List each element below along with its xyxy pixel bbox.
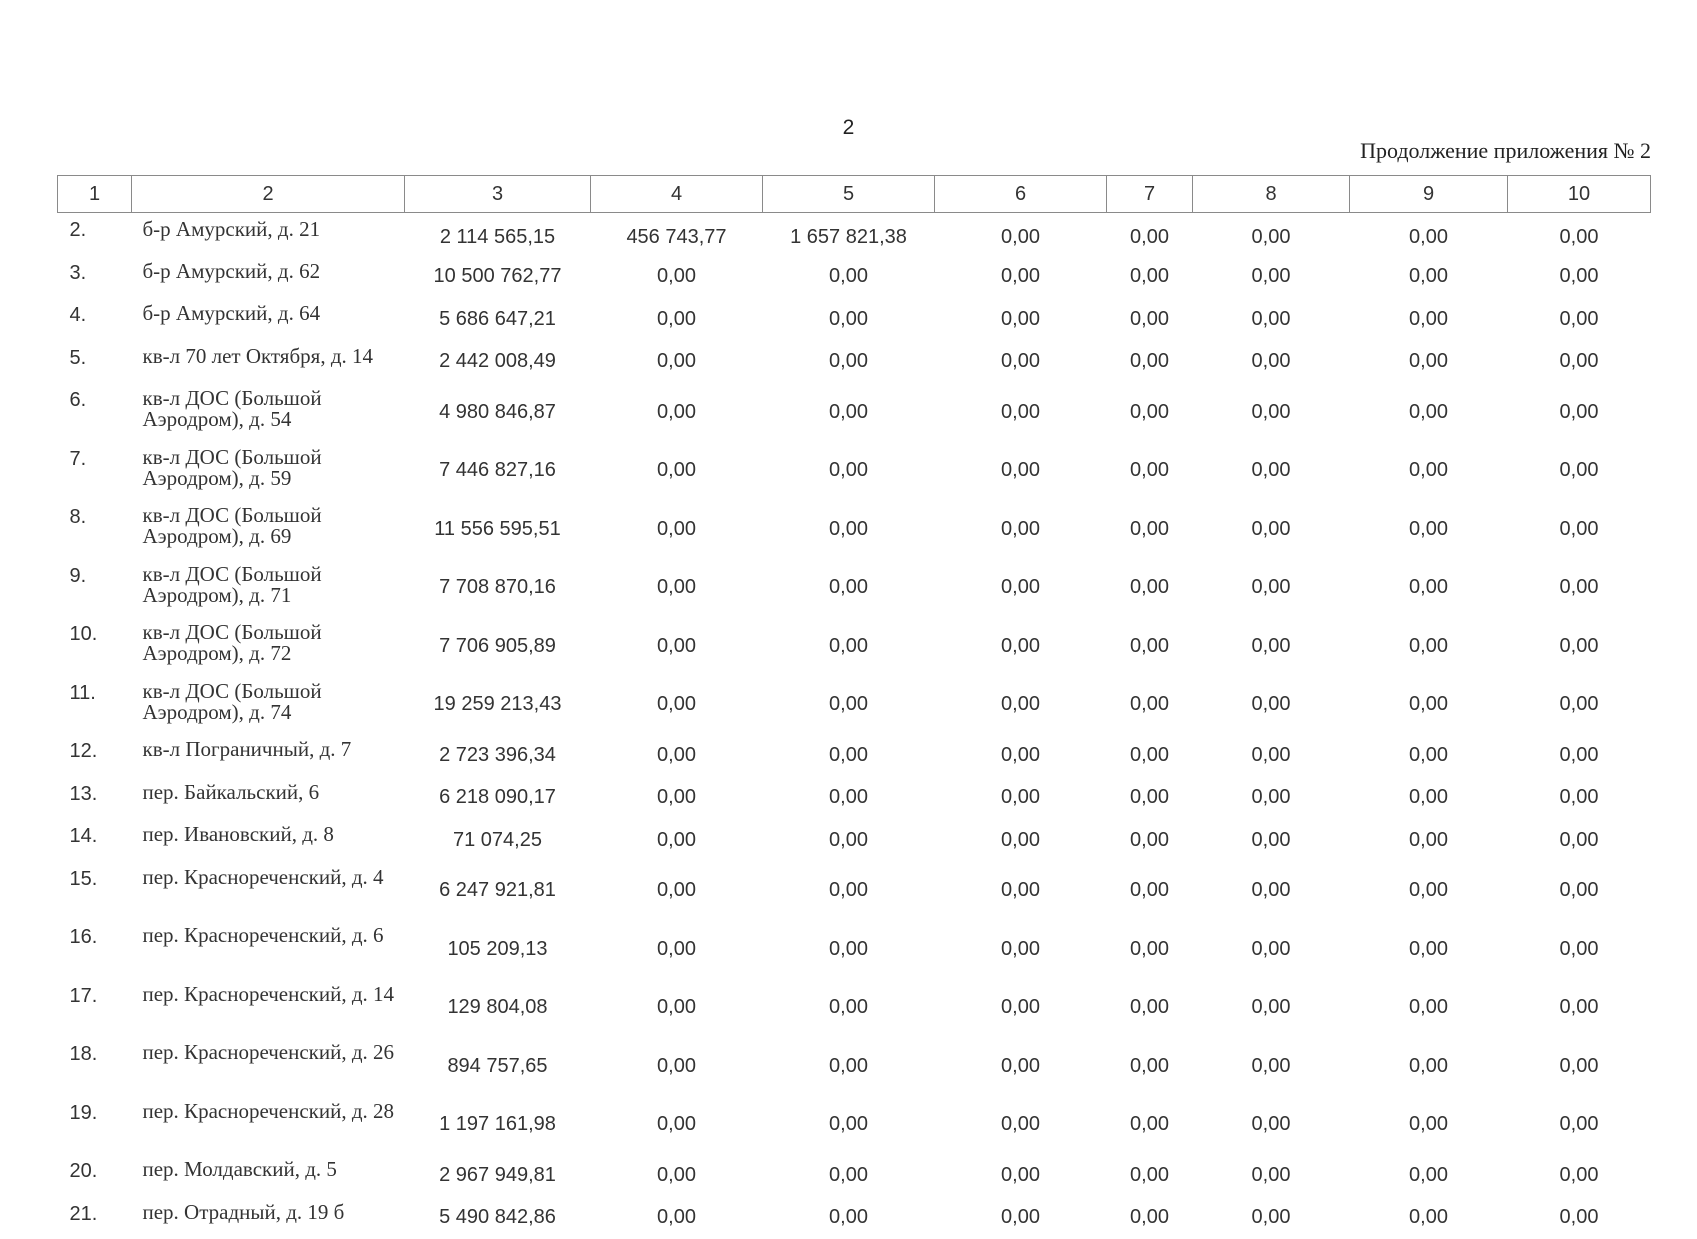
column-header: 1 — [58, 176, 132, 213]
row-value: 0,00 — [1350, 777, 1508, 820]
row-value: 0,00 — [763, 617, 935, 676]
row-address: пер. Ивановский, д. 8 — [132, 819, 405, 862]
row-address: кв-л Пограничный, д. 7 — [132, 734, 405, 777]
row-value: 456 743,77 — [591, 213, 763, 256]
row-value: 10 500 762,77 — [405, 256, 591, 299]
row-value: 0,00 — [935, 920, 1107, 979]
row-value: 5 490 842,86 — [405, 1197, 591, 1239]
row-value: 0,00 — [591, 1154, 763, 1197]
row-value: 0,00 — [935, 383, 1107, 442]
row-value: 0,00 — [1508, 383, 1651, 442]
row-value: 105 209,13 — [405, 920, 591, 979]
row-value: 1 657 821,38 — [763, 213, 935, 256]
row-value: 0,00 — [1508, 1037, 1651, 1096]
row-value: 0,00 — [591, 341, 763, 384]
column-header: 2 — [132, 176, 405, 213]
table-row — [58, 500, 1651, 559]
row-number: 9. — [58, 559, 132, 618]
row-value: 0,00 — [1350, 1037, 1508, 1096]
row-address: кв-л ДОС (Большой Аэродром), д. 59 — [132, 442, 405, 501]
row-value: 0,00 — [1193, 341, 1350, 384]
row-value: 0,00 — [1193, 920, 1350, 979]
row-value: 0,00 — [1193, 213, 1350, 256]
row-value: 0,00 — [591, 734, 763, 777]
row-value: 0,00 — [1193, 500, 1350, 559]
table-row — [58, 442, 1651, 501]
row-value: 0,00 — [935, 559, 1107, 618]
row-value: 0,00 — [763, 500, 935, 559]
row-value: 0,00 — [763, 862, 935, 921]
row-value: 0,00 — [1107, 213, 1193, 256]
row-value: 0,00 — [591, 1037, 763, 1096]
row-address: пер. Краснореченский, д. 26 — [132, 1037, 405, 1096]
row-value: 0,00 — [591, 617, 763, 676]
row-value: 0,00 — [591, 676, 763, 735]
row-number: 6. — [58, 383, 132, 442]
table-row — [58, 777, 1651, 820]
row-address: пер. Краснореченский, д. 4 — [132, 862, 405, 921]
row-value: 0,00 — [1193, 734, 1350, 777]
column-header: 6 — [935, 176, 1107, 213]
row-value: 0,00 — [1107, 1037, 1193, 1096]
row-address: кв-л 70 лет Октября, д. 14 — [132, 341, 405, 384]
row-value: 0,00 — [591, 1096, 763, 1155]
table-row — [58, 1197, 1651, 1239]
row-value: 0,00 — [1193, 777, 1350, 820]
row-value: 0,00 — [763, 920, 935, 979]
row-value: 0,00 — [1508, 256, 1651, 299]
row-value: 0,00 — [1508, 862, 1651, 921]
row-value: 0,00 — [1508, 1096, 1651, 1155]
row-value: 0,00 — [1508, 819, 1651, 862]
row-value: 0,00 — [935, 500, 1107, 559]
row-value: 0,00 — [1508, 298, 1651, 341]
row-number: 18. — [58, 1037, 132, 1096]
row-value: 0,00 — [591, 256, 763, 299]
row-value: 0,00 — [1193, 256, 1350, 299]
table-row — [58, 559, 1651, 618]
row-value: 0,00 — [935, 617, 1107, 676]
table-row — [58, 862, 1651, 921]
table-row — [58, 1096, 1651, 1155]
row-value: 6 247 921,81 — [405, 862, 591, 921]
row-value: 1 197 161,98 — [405, 1096, 591, 1155]
row-value: 2 114 565,15 — [405, 213, 591, 256]
table-row — [58, 734, 1651, 777]
row-value: 0,00 — [1107, 979, 1193, 1038]
row-value: 0,00 — [1508, 341, 1651, 384]
row-number: 17. — [58, 979, 132, 1038]
row-number: 20. — [58, 1154, 132, 1197]
row-value: 0,00 — [1350, 734, 1508, 777]
row-value: 0,00 — [1350, 1197, 1508, 1239]
table-row — [58, 298, 1651, 341]
row-value: 0,00 — [1350, 617, 1508, 676]
row-value: 0,00 — [763, 777, 935, 820]
row-value: 0,00 — [763, 442, 935, 501]
row-value: 4 980 846,87 — [405, 383, 591, 442]
table-row — [58, 920, 1651, 979]
row-value: 0,00 — [1193, 1037, 1350, 1096]
row-value: 0,00 — [1508, 442, 1651, 501]
row-value: 0,00 — [935, 676, 1107, 735]
row-number: 13. — [58, 777, 132, 820]
table-row — [58, 383, 1651, 442]
row-value: 2 723 396,34 — [405, 734, 591, 777]
row-value: 0,00 — [763, 383, 935, 442]
table-body — [58, 213, 1651, 1239]
row-value: 0,00 — [1350, 819, 1508, 862]
row-value: 0,00 — [935, 256, 1107, 299]
table-row — [58, 676, 1651, 735]
row-value: 0,00 — [1107, 256, 1193, 299]
row-value: 2 442 008,49 — [405, 341, 591, 384]
table-row — [58, 1154, 1651, 1197]
row-value: 0,00 — [763, 341, 935, 384]
column-header: 9 — [1350, 176, 1508, 213]
row-value: 7 708 870,16 — [405, 559, 591, 618]
row-value: 0,00 — [1193, 298, 1350, 341]
row-value: 0,00 — [763, 979, 935, 1038]
table-header-row — [58, 176, 1651, 213]
row-value: 0,00 — [935, 777, 1107, 820]
row-value: 0,00 — [1508, 500, 1651, 559]
row-value: 2 967 949,81 — [405, 1154, 591, 1197]
row-value: 0,00 — [935, 862, 1107, 921]
row-value: 0,00 — [1107, 617, 1193, 676]
row-value: 0,00 — [1107, 383, 1193, 442]
row-value: 0,00 — [1350, 500, 1508, 559]
row-value: 0,00 — [591, 862, 763, 921]
data-table — [57, 175, 1651, 1239]
row-value: 11 556 595,51 — [405, 500, 591, 559]
row-number: 8. — [58, 500, 132, 559]
continuation-title: Продолжение приложения № 2 — [1360, 138, 1651, 164]
row-value: 0,00 — [1107, 1197, 1193, 1239]
row-value: 7 446 827,16 — [405, 442, 591, 501]
row-value: 0,00 — [1193, 862, 1350, 921]
row-address: б-р Амурский, д. 21 — [132, 213, 405, 256]
row-value: 19 259 213,43 — [405, 676, 591, 735]
row-number: 15. — [58, 862, 132, 921]
row-value: 71 074,25 — [405, 819, 591, 862]
row-value: 6 218 090,17 — [405, 777, 591, 820]
row-value: 0,00 — [1350, 862, 1508, 921]
row-address: б-р Амурский, д. 62 — [132, 256, 405, 299]
row-value: 0,00 — [1193, 559, 1350, 618]
row-value: 0,00 — [1350, 213, 1508, 256]
row-value: 0,00 — [591, 442, 763, 501]
row-value: 0,00 — [1350, 298, 1508, 341]
row-value: 0,00 — [1508, 1197, 1651, 1239]
row-value: 0,00 — [1107, 559, 1193, 618]
row-value: 894 757,65 — [405, 1037, 591, 1096]
row-value: 0,00 — [591, 920, 763, 979]
row-address: пер. Краснореченский, д. 6 — [132, 920, 405, 979]
row-value: 0,00 — [591, 383, 763, 442]
row-value: 0,00 — [1193, 442, 1350, 501]
row-value: 0,00 — [1350, 979, 1508, 1038]
table-row — [58, 213, 1651, 256]
row-value: 0,00 — [935, 341, 1107, 384]
row-value: 0,00 — [935, 734, 1107, 777]
table-row — [58, 819, 1651, 862]
row-value: 0,00 — [1508, 920, 1651, 979]
row-number: 21. — [58, 1197, 132, 1239]
table-row — [58, 979, 1651, 1038]
row-address: кв-л ДОС (Большой Аэродром), д. 72 — [132, 617, 405, 676]
row-value: 0,00 — [935, 298, 1107, 341]
row-value: 0,00 — [763, 298, 935, 341]
row-value: 0,00 — [1193, 617, 1350, 676]
row-address: пер. Молдавский, д. 5 — [132, 1154, 405, 1197]
row-address: пер. Краснореченский, д. 28 — [132, 1096, 405, 1155]
row-value: 0,00 — [591, 979, 763, 1038]
row-value: 0,00 — [935, 819, 1107, 862]
row-value: 0,00 — [591, 500, 763, 559]
row-value: 0,00 — [1107, 676, 1193, 735]
row-value: 0,00 — [1193, 1154, 1350, 1197]
row-value: 0,00 — [591, 777, 763, 820]
row-value: 0,00 — [935, 1037, 1107, 1096]
row-value: 7 706 905,89 — [405, 617, 591, 676]
row-value: 0,00 — [1107, 777, 1193, 820]
row-value: 0,00 — [1508, 734, 1651, 777]
row-value: 0,00 — [763, 1037, 935, 1096]
row-value: 0,00 — [1508, 213, 1651, 256]
row-address: б-р Амурский, д. 64 — [132, 298, 405, 341]
row-value: 0,00 — [1107, 1096, 1193, 1155]
row-number: 2. — [58, 213, 132, 256]
row-value: 0,00 — [1350, 256, 1508, 299]
row-number: 5. — [58, 341, 132, 384]
row-value: 0,00 — [935, 1154, 1107, 1197]
row-value: 0,00 — [1107, 298, 1193, 341]
row-value: 0,00 — [1508, 979, 1651, 1038]
row-number: 16. — [58, 920, 132, 979]
row-number: 11. — [58, 676, 132, 735]
row-value: 0,00 — [935, 979, 1107, 1038]
row-value: 0,00 — [591, 819, 763, 862]
row-value: 0,00 — [1508, 617, 1651, 676]
row-number: 4. — [58, 298, 132, 341]
row-value: 0,00 — [935, 1197, 1107, 1239]
table-row — [58, 256, 1651, 299]
row-value: 0,00 — [763, 256, 935, 299]
row-address: пер. Отрадный, д. 19 б — [132, 1197, 405, 1239]
row-value: 0,00 — [1350, 1154, 1508, 1197]
column-header: 10 — [1508, 176, 1651, 213]
row-value: 0,00 — [1193, 383, 1350, 442]
row-value: 0,00 — [1193, 1197, 1350, 1239]
row-value: 0,00 — [1350, 341, 1508, 384]
row-number: 3. — [58, 256, 132, 299]
row-value: 0,00 — [1508, 559, 1651, 618]
row-value: 0,00 — [1107, 1154, 1193, 1197]
column-header: 8 — [1193, 176, 1350, 213]
row-value: 0,00 — [1350, 920, 1508, 979]
row-number: 7. — [58, 442, 132, 501]
row-address: кв-л ДОС (Большой Аэродром), д. 69 — [132, 500, 405, 559]
row-value: 0,00 — [1193, 676, 1350, 735]
row-value: 0,00 — [763, 1154, 935, 1197]
row-value: 0,00 — [1508, 777, 1651, 820]
row-value: 0,00 — [1107, 341, 1193, 384]
row-value: 0,00 — [1193, 819, 1350, 862]
row-value: 0,00 — [763, 819, 935, 862]
row-value: 0,00 — [1350, 676, 1508, 735]
row-address: кв-л ДОС (Большой Аэродром), д. 74 — [132, 676, 405, 735]
row-value: 0,00 — [1107, 442, 1193, 501]
row-value: 0,00 — [591, 559, 763, 618]
row-value: 0,00 — [1350, 1096, 1508, 1155]
row-value: 0,00 — [1107, 920, 1193, 979]
column-header: 5 — [763, 176, 935, 213]
row-value: 0,00 — [763, 734, 935, 777]
table-row — [58, 1037, 1651, 1096]
row-value: 0,00 — [1107, 500, 1193, 559]
row-address: пер. Байкальский, 6 — [132, 777, 405, 820]
row-address: кв-л ДОС (Большой Аэродром), д. 54 — [132, 383, 405, 442]
row-number: 19. — [58, 1096, 132, 1155]
page-number: 2 — [0, 116, 1697, 140]
row-value: 129 804,08 — [405, 979, 591, 1038]
column-header: 7 — [1107, 176, 1193, 213]
row-number: 10. — [58, 617, 132, 676]
row-value: 0,00 — [935, 213, 1107, 256]
table-row — [58, 341, 1651, 384]
row-value: 0,00 — [935, 1096, 1107, 1155]
row-address: пер. Краснореченский, д. 14 — [132, 979, 405, 1038]
row-value: 0,00 — [1508, 1154, 1651, 1197]
row-value: 0,00 — [1107, 862, 1193, 921]
row-value: 5 686 647,21 — [405, 298, 591, 341]
row-value: 0,00 — [1107, 734, 1193, 777]
row-value: 0,00 — [1193, 979, 1350, 1038]
row-number: 12. — [58, 734, 132, 777]
table-row — [58, 617, 1651, 676]
row-value: 0,00 — [1508, 676, 1651, 735]
row-value: 0,00 — [591, 298, 763, 341]
row-address: кв-л ДОС (Большой Аэродром), д. 71 — [132, 559, 405, 618]
row-value: 0,00 — [763, 1096, 935, 1155]
row-value: 0,00 — [1350, 442, 1508, 501]
row-value: 0,00 — [1107, 819, 1193, 862]
row-value: 0,00 — [763, 676, 935, 735]
row-value: 0,00 — [591, 1197, 763, 1239]
row-value: 0,00 — [1350, 559, 1508, 618]
column-header: 3 — [405, 176, 591, 213]
column-header: 4 — [591, 176, 763, 213]
row-value: 0,00 — [1350, 383, 1508, 442]
row-value: 0,00 — [763, 1197, 935, 1239]
row-number: 14. — [58, 819, 132, 862]
row-value: 0,00 — [935, 442, 1107, 501]
row-value: 0,00 — [763, 559, 935, 618]
row-value: 0,00 — [1193, 1096, 1350, 1155]
